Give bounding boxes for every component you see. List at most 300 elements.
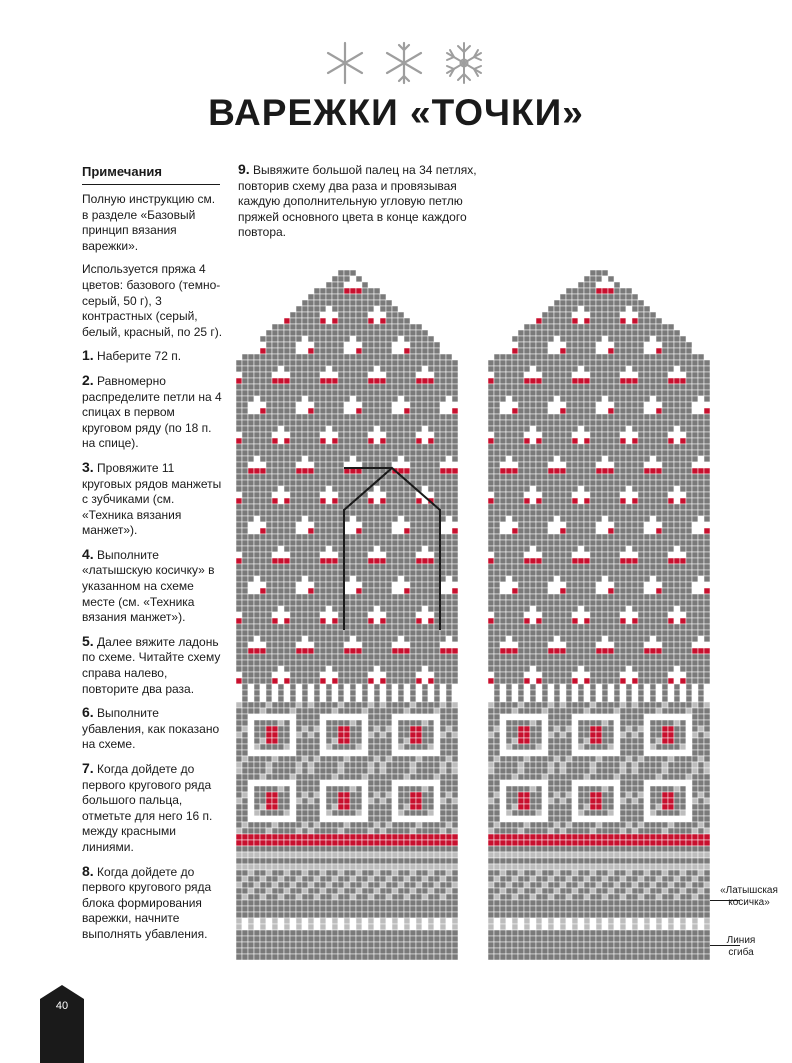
chart-cell [632,456,638,462]
chart-cell [620,384,626,390]
chart-cell [362,396,368,402]
chart-cell [524,348,530,354]
chart-cell [254,876,260,882]
chart-cell [254,426,260,432]
chart-cell [308,462,314,468]
chart-cell [368,774,374,780]
chart-cell [446,792,452,798]
chart-cell [374,654,380,660]
chart-cell [410,876,416,882]
chart-cell [566,396,572,402]
chart-cell [362,666,368,672]
chart-cell [242,378,248,384]
chart-cell [374,588,380,594]
chart-cell [632,450,638,456]
chart-cell [236,792,242,798]
chart-cell [542,432,548,438]
chart-cell [338,294,344,300]
chart-cell [320,714,326,720]
chart-cell [404,414,410,420]
chart-cell [296,936,302,942]
chart-cell [656,342,662,348]
chart-cell [410,678,416,684]
chart-cell [578,372,584,378]
chart-cell [350,654,356,660]
chart-cell [296,876,302,882]
chart-cell [698,366,704,372]
chart-cell [410,540,416,546]
chart-cell [572,372,578,378]
chart-cell [560,408,566,414]
chart-cell [260,612,266,618]
chart-cell [428,426,434,432]
chart-cell [422,774,428,780]
chart-cell [422,954,428,960]
chart-cell [356,414,362,420]
chart-cell [260,390,266,396]
chart-cell [428,678,434,684]
chart-cell [362,564,368,570]
chart-cell [566,402,572,408]
chart-cell [566,378,572,384]
chart-cell [272,468,278,474]
chart-cell [416,696,422,702]
chart-cell [362,810,368,816]
chart-cell [602,414,608,420]
chart-cell [368,504,374,510]
chart-cell [368,804,374,810]
chart-cell [428,876,434,882]
chart-cell [332,462,338,468]
chart-cell [386,666,392,672]
chart-cell [440,912,446,918]
chart-cell [494,432,500,438]
chart-cell [548,384,554,390]
chart-cell [632,444,638,450]
chart-cell [392,606,398,612]
chart-cell [332,750,338,756]
chart-cell [416,810,422,816]
chart-cell [332,516,338,522]
chart-cell [260,852,266,858]
chart-cell [614,438,620,444]
chart-cell [662,354,668,360]
chart-cell [440,858,446,864]
chart-cell [308,870,314,876]
chart-cell [260,768,266,774]
chart-cell [356,354,362,360]
chart-cell [398,942,404,948]
chart-cell [662,366,668,372]
chart-cell [266,354,272,360]
chart-cell [548,336,554,342]
chart-cell [410,744,416,750]
chart-cell [344,456,350,462]
chart-cell [302,702,308,708]
chart-cell [314,576,320,582]
chart-cell [248,522,254,528]
chart-cell [326,798,332,804]
chart-cell [350,318,356,324]
chart-cell [350,558,356,564]
chart-cell [578,462,584,468]
chart-cell [320,336,326,342]
chart-cell [266,792,272,798]
chart-cell [272,894,278,900]
chart-cell [668,336,674,342]
chart-cell [350,624,356,630]
chart-cell [632,438,638,444]
chart-cell [248,492,254,498]
chart-cell [278,324,284,330]
chart-cell [410,426,416,432]
chart-cell [392,408,398,414]
chart-cell [410,726,416,732]
chart-cell [374,792,380,798]
chart-cell [278,678,284,684]
chart-cell [386,450,392,456]
chart-cell [368,510,374,516]
chart-cell [332,552,338,558]
chart-cell [386,696,392,702]
chart-cell [362,888,368,894]
chart-cell [494,438,500,444]
chart-cell [554,396,560,402]
chart-cell [650,432,656,438]
chart-cell [590,276,596,282]
chart-cell [452,432,458,438]
chart-cell [368,768,374,774]
chart-cell [320,378,326,384]
chart-cell [488,438,494,444]
chart-cell [428,762,434,768]
chart-cell [434,876,440,882]
chart-cell [272,624,278,630]
chart-cell [350,414,356,420]
chart-cell [620,372,626,378]
chart-cell [560,336,566,342]
chart-cell [290,768,296,774]
chart-cell [332,510,338,516]
chart-cell [326,408,332,414]
chart-cell [284,456,290,462]
chart-cell [266,654,272,660]
chart-cell [548,456,554,462]
chart-cell [584,450,590,456]
chart-cell [362,450,368,456]
chart-cell [326,738,332,744]
chart-cell [320,870,326,876]
chart-cell [434,426,440,432]
chart-cell [374,564,380,570]
chart-cell [308,954,314,960]
chart-cell [344,432,350,438]
chart-cell [410,546,416,552]
chart-cell [296,582,302,588]
chart-cell [380,900,386,906]
chart-cell [236,948,242,954]
chart-cell [572,336,578,342]
chart-cell [356,846,362,852]
chart-cell [338,360,344,366]
chart-cell [404,870,410,876]
chart-cell [398,654,404,660]
chart-cell [332,276,338,282]
chart-cell [314,558,320,564]
chart-cell [296,492,302,498]
chart-cell [242,720,248,726]
chart-cell [332,438,338,444]
chart-cell [266,888,272,894]
chart-cell [326,510,332,516]
chart-cell [416,456,422,462]
chart-cell [326,810,332,816]
chart-cell [236,846,242,852]
chart-cell [638,318,644,324]
chart-cell [632,396,638,402]
chart-cell [260,924,266,930]
chart-cell [368,930,374,936]
chart-cell [338,654,344,660]
chart-cell [350,516,356,522]
chart-cell [410,942,416,948]
chart-cell [578,438,584,444]
chart-cell [614,336,620,342]
chart-cell [308,366,314,372]
chart-cell [404,558,410,564]
chart-cell [644,444,650,450]
chart-cell [302,450,308,456]
chart-cell [320,738,326,744]
chart-cell [326,330,332,336]
chart-cell [380,600,386,606]
chart-cell [440,936,446,942]
chart-cell [362,360,368,366]
chart-cell [614,366,620,372]
chart-cell [236,612,242,618]
chart-cell [686,420,692,426]
chart-cell [656,456,662,462]
chart-cell [266,390,272,396]
chart-cell [254,834,260,840]
chart-cell [236,666,242,672]
chart-cell [524,414,530,420]
chart-cell [284,450,290,456]
chart-cell [362,876,368,882]
chart-cell [326,648,332,654]
chart-cell [404,804,410,810]
chart-cell [398,726,404,732]
chart-cell [326,384,332,390]
chart-cell [368,576,374,582]
chart-cell [290,582,296,588]
chart-cell [374,756,380,762]
chart-cell [320,330,326,336]
chart-cell [326,432,332,438]
chart-cell [272,492,278,498]
chart-cell [560,348,566,354]
chart-cell [428,804,434,810]
chart-cell [236,618,242,624]
chart-cell [260,618,266,624]
chart-cell [338,888,344,894]
chart-cell [680,378,686,384]
chart-cell [368,396,374,402]
chart-cell [620,360,626,366]
chart-cell [320,540,326,546]
chart-cell [422,708,428,714]
chart-cell [410,576,416,582]
chart-cell [356,798,362,804]
chart-cell [422,594,428,600]
chart-cell [296,744,302,750]
chart-cell [350,486,356,492]
chart-cell [260,876,266,882]
chart-cell [380,498,386,504]
chart-cell [398,684,404,690]
chart-cell [386,918,392,924]
chart-cell [584,348,590,354]
chart-cell [560,438,566,444]
chart-cell [242,672,248,678]
chart-cell [416,816,422,822]
chart-cell [434,474,440,480]
chart-cell [530,360,536,366]
chart-cell [392,492,398,498]
chart-cell [320,804,326,810]
chart-cell [326,354,332,360]
chart-cell [446,894,452,900]
chart-cell [362,726,368,732]
chart-cell [698,384,704,390]
chart-cell [344,678,350,684]
chart-cell [374,594,380,600]
chart-cell [272,726,278,732]
chart-cell [356,594,362,600]
mitten-chart-left [236,270,458,962]
chart-cell [236,642,242,648]
chart-cell [356,408,362,414]
chart-cell [356,588,362,594]
chart-cell [266,864,272,870]
chart-cell [380,384,386,390]
chart-cell [272,456,278,462]
chart-cell [506,426,512,432]
chart-cell [302,840,308,846]
chart-cell [434,450,440,456]
chart-cell [248,456,254,462]
chart-cell [350,372,356,378]
chart-cell [314,438,320,444]
chart-cell [302,672,308,678]
chart-cell [578,336,584,342]
chart-cell [584,462,590,468]
chart-cell [548,468,554,474]
chart-cell [242,606,248,612]
chart-cell [686,372,692,378]
chart-cell [620,330,626,336]
chart-cell [290,408,296,414]
chart-cell [320,954,326,960]
chart-cell [446,564,452,570]
chart-cell [548,396,554,402]
chart-cell [242,630,248,636]
chart-cell [272,888,278,894]
chart-cell [302,882,308,888]
chart-cell [308,546,314,552]
chart-cell [488,402,494,408]
chart-cell [368,384,374,390]
chart-cell [302,942,308,948]
chart-cell [314,330,320,336]
chart-cell [362,834,368,840]
chart-cell [296,372,302,378]
chart-cell [380,672,386,678]
chart-cell [632,336,638,342]
chart-cell [446,648,452,654]
chart-cell [236,576,242,582]
chart-cell [254,708,260,714]
chart-cell [410,948,416,954]
chart-cell [374,414,380,420]
chart-cell [368,858,374,864]
chart-cell [644,330,650,336]
chart-cell [506,468,512,474]
chart-cell [290,828,296,834]
chart-cell [314,624,320,630]
chart-cell [248,540,254,546]
chart-cell [416,588,422,594]
chart-cell [290,468,296,474]
chart-cell [362,582,368,588]
chart-cell [314,468,320,474]
chart-cell [326,888,332,894]
chart-cell [368,378,374,384]
chart-cell [446,798,452,804]
chart-cell [254,504,260,510]
chart-cell [344,924,350,930]
chart-cell [338,690,344,696]
chart-cell [374,426,380,432]
chart-cell [440,756,446,762]
chart-cell [260,810,266,816]
chart-cell [518,378,524,384]
chart-cell [302,924,308,930]
chart-cell [248,474,254,480]
chart-cell [452,666,458,672]
chart-cell [368,570,374,576]
chart-cell [248,594,254,600]
chart-cell [386,348,392,354]
chart-cell [260,738,266,744]
chart-cell [308,474,314,480]
chart-cell [326,948,332,954]
chart-cell [428,654,434,660]
chart-cell [404,918,410,924]
chart-cell [332,336,338,342]
chart-cell [338,408,344,414]
chart-cell [446,930,452,936]
chart-cell [278,444,284,450]
chart-cell [398,888,404,894]
chart-cell [368,672,374,678]
chart-cell [272,486,278,492]
chart-cell [614,450,620,456]
chart-cell [332,810,338,816]
chart-cell [302,420,308,426]
chart-cell [422,540,428,546]
chart-cell [374,894,380,900]
